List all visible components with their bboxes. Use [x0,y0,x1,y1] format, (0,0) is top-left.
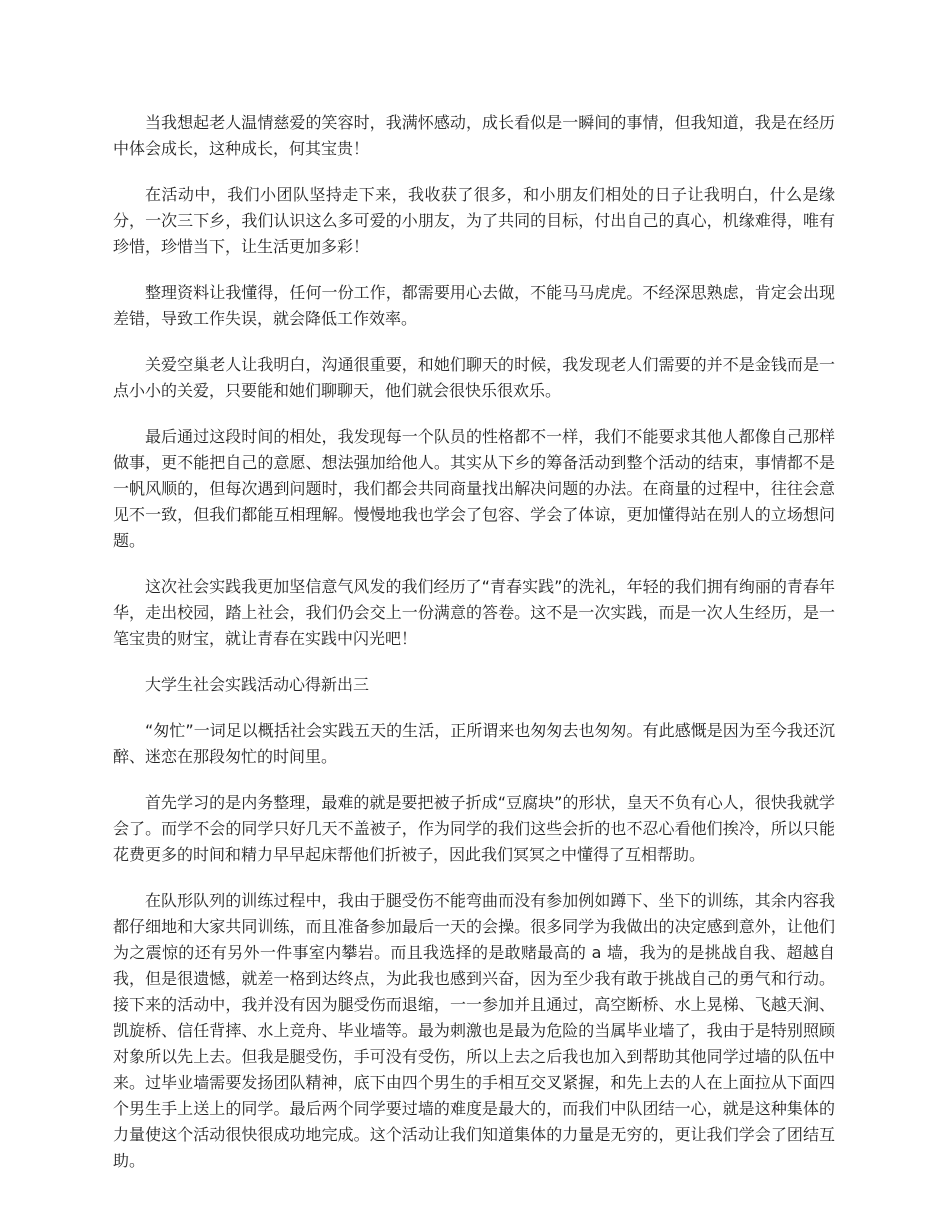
paragraph-4: 关爱空巢老人让我明白，沟通很重要，和她们聊天的时候，我发现老人们需要的并不是金钱而是一点小小的关爱，只要能和她们聊聊天，他们就会很快乐很欢乐。 [113,355,835,400]
paragraph-1: 当我想起老人温情慈爱的笑容时，我满怀感动，成长看似是一瞬间的事情，但我知道，我是在经历中体会成长，这种成长，何其宝贵！ [113,113,835,158]
paragraph-8: 首先学习的是内务整理，最难的就是要把被子折成“豆腐块”的形状，皇天不负有心人，很快我就学会了。而学不会的同学只好几天不盖被子，作为同学的我们这些会折的也不忍心看他们挨冷，所以只能花费更多的时间和精力早早起床帮他们折被子，因此我们冥冥之中懂得了互相帮助。 [113,793,835,864]
section-heading: 大学生社会实践活动心得新出三 [145,675,370,694]
document-page [113,110,835,1194]
paragraph-3: 整理资料让我懂得，任何一份工作，都需要用心去做，不能马马虎虎。不经深思熟虑，肯定会出现差错，导致工作失误，就会降低工作效率。 [113,283,835,328]
paragraph-9: 在队形队列的训练过程中，我由于腿受伤不能弯曲而没有参加例如蹲下、坐下的训练，其余内容我都仔细地和大家共同训练，而且准备参加最后一天的会操。很多同学为我做出的决定感到意外，让他们为之震惊的还有另外一件事室内攀岩。而且我选择的是敢赌最高的 a 墙，我为的是挑战自我、超越自我，但是很遗憾，就差一格到达终点，为此我也感到兴奋，因为至少我有敢于挑战自己的勇气和行动。接下来的活动中，我并没有因为腿受伤而退缩，一一参加并且通过，高空断桥、水上晃梯、飞越天涧、凯旋桥、信任背摔、水上竞舟、毕业墙等。最为刺激也是最为危险的当属毕业墙了，我由于是特别照顾对象所以先上去。但我是腿受伤，手可没有受伤，所以上去之后我也加入到帮助其他同学过墙的队伍中来。过毕业墙需要发扬团队精神，底下由四个男生的手相互交叉紧握，和先上去的人在上面拉从下面四个男生手上送上的同学。最后两个同学要过墙的难度是最大的，而我们中队团结一心，就是这种集体的力量使这个活动很快很成功地完成。这个活动让我们知道集体的力量是无穷的，更让我们学会了团结互助。 [113,891,835,1170]
paragraph-2: 在活动中，我们小团队坚持走下来，我收获了很多，和小朋友们相处的日子让我明白，什么是缘分，一次三下乡，我们认识这么多可爱的小朋友，为了共同的目标，付出自己的真心，机缘难得，唯有珍惜，珍惜当下，让生活更加多彩！ [113,185,835,256]
paragraph-7: “匆忙”一词足以概括社会实践五天的生活，正所谓来也匆匆去也匆匆。有此感慨是因为至今我还沉醉、迷恋在那段匆忙的时间里。 [113,721,835,766]
paragraph-6: 这次社会实践我更加坚信意气风发的我们经历了“青春实践”的洗礼，年轻的我们拥有绚丽的青春年华，走出校园，踏上社会，我们仍会交上一份满意的答卷。这不是一次实践，而是一次人生经历，是一笔宝贵的财宝，就让青春在实践中闪光吧！ [113,577,835,648]
paragraph-5: 最后通过这段时间的相处，我发现每一个队员的性格都不一样，我们不能要求其他人都像自己那样做事，更不能把自己的意愿、想法强加给他人。其实从下乡的筹备活动到整个活动的结束，事情都不是一帆风顺的，但每次遇到问题时，我们都会共同商量找出解决问题的办法。在商量的过程中，往往会意见不一致，但我们都能互相理解。慢慢地我也学会了包容、学会了体谅，更加懂得站在别人的立场想问题。 [113,427,835,550]
